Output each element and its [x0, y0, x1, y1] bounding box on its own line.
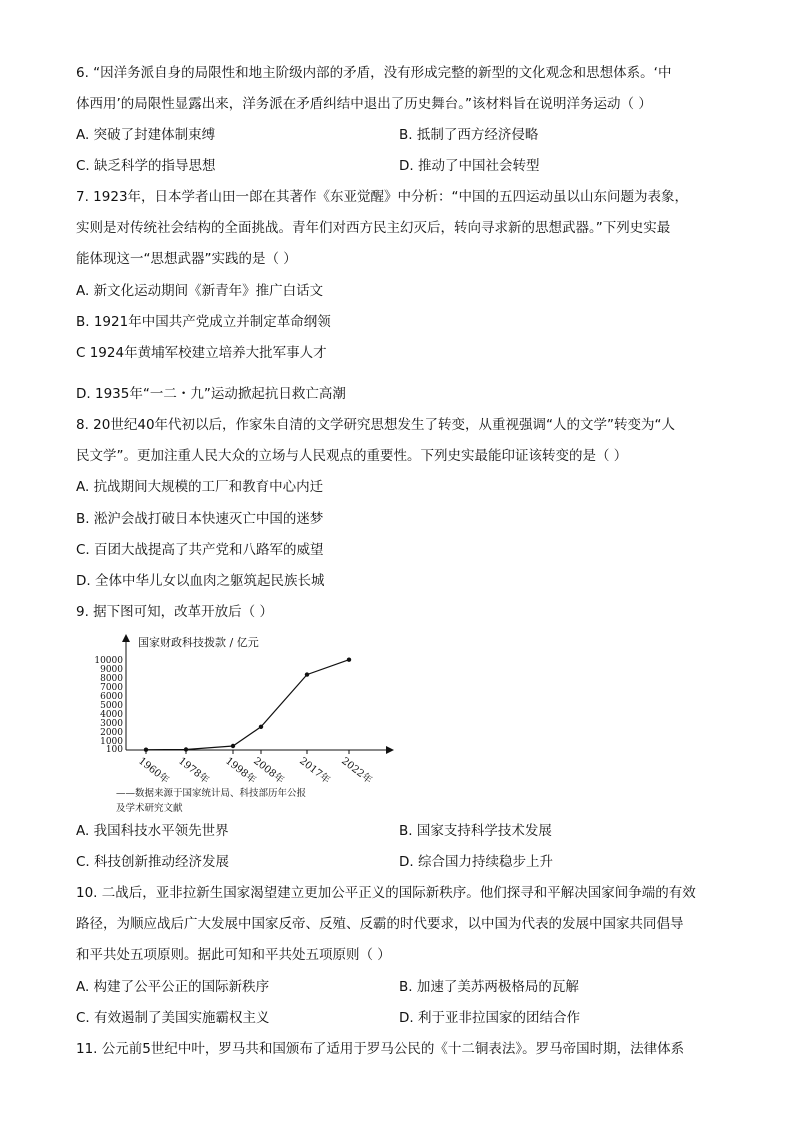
q6-option-a[interactable]: A. 突破了封建体制束缚 — [76, 127, 216, 143]
data-point — [347, 658, 351, 662]
funding-chart-svg — [86, 630, 406, 820]
y-tick-label: 10000 — [94, 656, 123, 666]
y-tick-label: 2000 — [100, 728, 123, 738]
x-tick-label: 2022年 — [339, 755, 374, 787]
data-point — [231, 744, 235, 748]
x-tick-label: 1960年 — [136, 755, 171, 787]
y-tick-label: 3000 — [100, 719, 123, 729]
data-point — [305, 672, 309, 676]
x-tick-label: 1998年 — [223, 755, 258, 787]
data-points — [144, 658, 351, 752]
x-tick-label: 2017年 — [297, 755, 332, 787]
y-tick-label: 6000 — [100, 692, 123, 702]
q7-stem-line1: 7. 1923年，日本学者山田一郎在其著作《东亚觉醒》中分析：“中国的五四运动虽以山东问题为表象， — [76, 189, 689, 205]
q6-option-d[interactable]: D. 推动了中国社会转型 — [399, 158, 540, 174]
q8-option-c[interactable]: C. 百团大战提高了共产党和八路军的威望 — [76, 542, 324, 558]
q6-stem-line1: 6. “因洋务派自身的局限性和地主阶级内部的矛盾，没有形成完整的新型的文化观念和思想体系。‘中 — [76, 65, 672, 81]
q10-option-c[interactable]: C. 有效遏制了美国实施霸权主义 — [76, 1010, 270, 1026]
q8-option-a[interactable]: A. 抗战期间大规模的工厂和教育中心内迁 — [76, 479, 324, 495]
funding-chart — [86, 630, 406, 820]
q7-option-d[interactable]: D. 1935年“一二・九”运动掀起抗日救亡高潮 — [76, 386, 346, 402]
q7-option-a[interactable]: A. 新文化运动期间《新青年》推广白话文 — [76, 283, 324, 299]
q7-stem-line2: 实则是对传统社会结构的全面挑战。青年们对西方民主幻灭后，转向寻求新的思想武器。”下列史实最 — [76, 220, 671, 236]
y-tick-label: 100 — [105, 745, 123, 756]
x-axis-arrow — [386, 746, 394, 754]
y-tick-labels — [94, 656, 123, 755]
q8-stem-line2: 民文学”。更加注重人民大众的立场与人民观点的重要性。下列史实最能印证该转变的是（ ） — [76, 448, 628, 464]
q6-option-b[interactable]: B. 抵制了西方经济侵略 — [399, 127, 539, 143]
y-axis-arrow — [122, 634, 130, 642]
y-tick-label: 1000 — [100, 737, 123, 747]
y-tick-label: 9000 — [100, 665, 123, 675]
q10-option-a[interactable]: A. 构建了公平公正的国际新秩序 — [76, 979, 270, 995]
data-point — [144, 748, 148, 752]
series-line — [146, 660, 349, 750]
x-tick-label: 1978年 — [176, 755, 211, 787]
q9-option-d[interactable]: D. 综合国力持续稳步上升 — [399, 854, 553, 870]
q10-option-d[interactable]: D. 利于亚非拉国家的团结合作 — [399, 1010, 580, 1026]
q6-option-c[interactable]: C. 缺乏科学的指导思想 — [76, 158, 216, 174]
q7-stem-line3: 能体现这一“思想武器”实践的是（ ） — [76, 251, 297, 267]
y-tick-label: 7000 — [100, 683, 123, 693]
y-tick-label: 8000 — [100, 674, 123, 684]
q6-stem-line2: 体西用’的局限性显露出来，洋务派在矛盾纠结中退出了历史舞台。”该材料旨在说明洋务运动（ ） — [76, 96, 652, 112]
x-tick-label: 2008年 — [251, 755, 286, 787]
q8-option-b[interactable]: B. 淞沪会战打破日本快速灭亡中国的迷梦 — [76, 511, 324, 527]
q9-option-a[interactable]: A. 我国科技水平领先世界 — [76, 823, 229, 839]
q8-stem-line1: 8. 20世纪40年代初以后，作家朱自清的文学研究思想发生了转变，从重视强调“人的文学”转变为“人 — [76, 417, 676, 433]
q10-stem-line1: 10. 二战后，亚非拉新生国家渴望建立更加公平正义的国际新秩序。他们探寻和平解决国家间争端的有效 — [76, 885, 696, 901]
chart-title: 国家财政科技拨款 / 亿元 — [138, 636, 259, 649]
q10-option-b[interactable]: B. 加速了美苏两极格局的瓦解 — [399, 979, 579, 995]
q10-stem-line3: 和平共处五项原则。据此可知和平共处五项原则（ ） — [76, 947, 391, 963]
q9-option-b[interactable]: B. 国家支持科学技术发展 — [399, 823, 552, 839]
q11-stem-line1: 11. 公元前5世纪中叶，罗马共和国颁布了适用于罗马公民的《十二铜表法》。罗马帝国时期，法律体系 — [76, 1041, 685, 1057]
q9-option-c[interactable]: C. 科技创新推动经济发展 — [76, 854, 230, 870]
x-tick-labels — [136, 750, 375, 786]
source-note-line2: 及学术研究文献 — [116, 803, 183, 814]
q9-stem: 9. 据下图可知，改革开放后（ ） — [76, 604, 273, 620]
q10-stem-line2: 路径，为顺应战后广大发展中国家反帝、反殖、反霸的时代要求，以中国为代表的发展中国家共同倡导 — [76, 916, 684, 932]
y-tick-label: 4000 — [100, 710, 123, 720]
y-tick-label: 5000 — [100, 701, 123, 711]
q7-option-c[interactable]: C 1924年黄埔军校建立培养大批军事人才 — [76, 345, 327, 361]
data-point — [259, 725, 263, 729]
source-note-line1: ——数据来源于国家统计局、科技部历年公报 — [116, 788, 307, 799]
data-point — [184, 747, 188, 751]
q7-option-b[interactable]: B. 1921年中国共产党成立并制定革命纲领 — [76, 314, 331, 330]
q8-option-d[interactable]: D. 全体中华儿女以血肉之躯筑起民族长城 — [76, 573, 325, 589]
